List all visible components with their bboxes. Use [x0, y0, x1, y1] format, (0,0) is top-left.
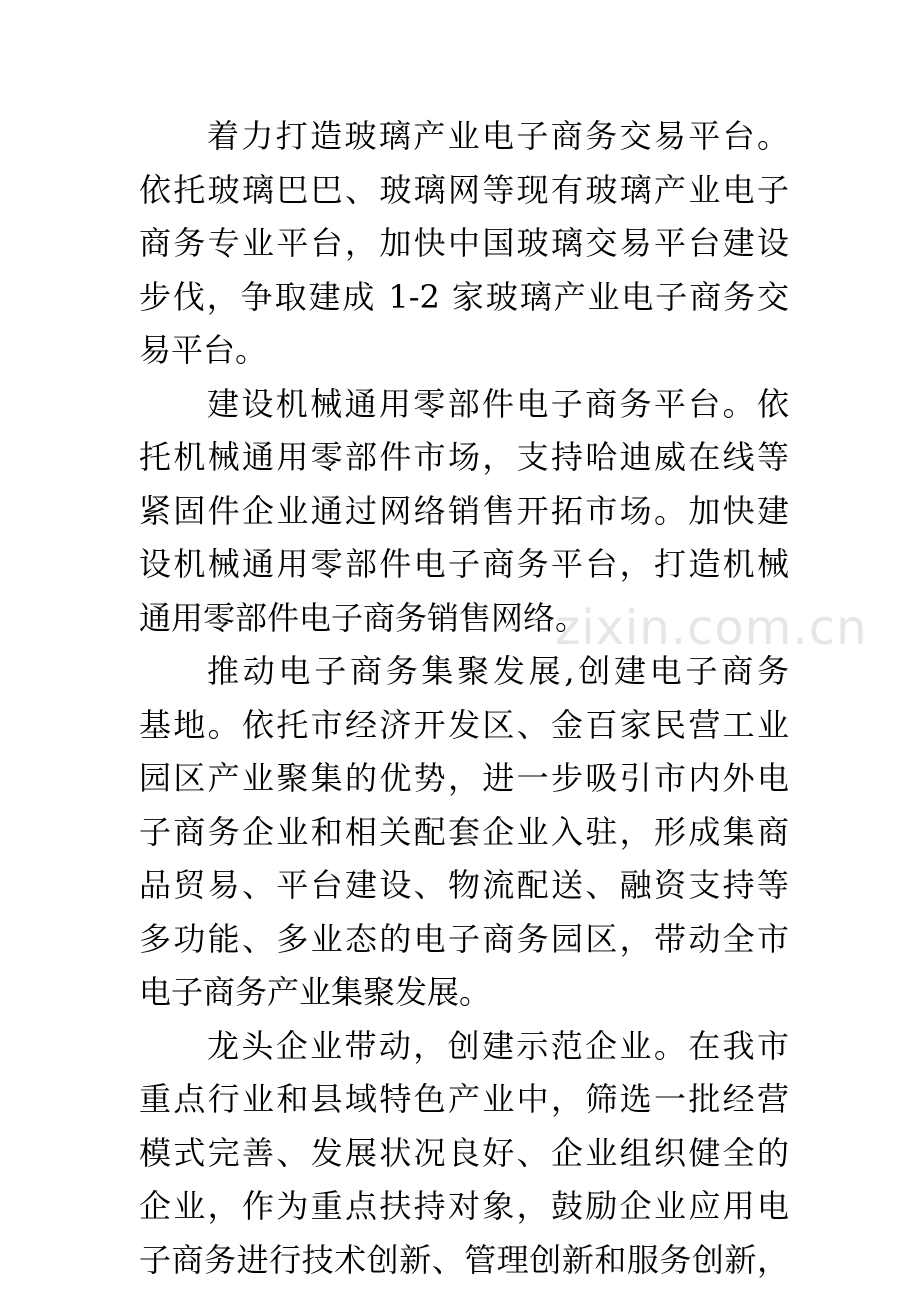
text-line: 设机械通用零部件电子商务平台，打造机械	[139, 545, 789, 583]
text-line: 子商务进行技术创新、管理创新和服务创新，	[139, 1240, 789, 1279]
text-line: 基地。依托市经济开发区、金百家民营工业	[139, 705, 789, 744]
text-line: 依托玻璃巴巴、玻璃网等现有玻璃产业电子	[139, 170, 789, 209]
paragraph-glass-platform	[139, 110, 789, 378]
text-line: 推动电子商务集聚发展,创建电子商务	[207, 652, 789, 690]
paragraph-leading-enterprises	[139, 1020, 789, 1288]
text-line: 建设机械通用零部件电子商务平台。依	[207, 384, 789, 423]
paragraph-machinery-platform	[139, 378, 789, 646]
text-line: 企业，作为重点扶持对象，鼓励企业应用电	[139, 1187, 789, 1225]
document-body	[139, 110, 789, 1287]
text-line: 龙头企业带动，创建示范企业。在我市	[207, 1026, 789, 1065]
text-line: 电子商务产业集聚发展。	[139, 973, 492, 1011]
text-line: 托机械通用零部件市场，支持哈迪威在线等	[139, 438, 789, 476]
text-line: 通用零部件电子商务销售网络。	[139, 598, 588, 637]
text-line: 模式完善、发展状况良好、企业组织健全的	[139, 1133, 789, 1172]
text-line: 着力打造玻璃产业电子商务交易平台。	[207, 117, 789, 155]
text-line: 商务专业平台，加快中国玻璃交易平台建设	[139, 224, 789, 262]
text-line: 重点行业和县域特色产业中，筛选一批经营	[139, 1080, 789, 1118]
text-line: 紧固件企业通过网络销售开拓市场。加快建	[139, 491, 789, 530]
text-line: 园区产业聚集的优势，进一步吸引市内外电	[139, 759, 789, 797]
paragraph-ecommerce-base	[139, 645, 789, 1020]
text-line: 多功能、多业态的电子商务园区，带动全市	[139, 919, 789, 958]
text-line: 步伐，争取建成 1-2 家玻璃产业电子商务交	[139, 277, 789, 316]
text-line: 易平台。	[139, 331, 268, 369]
text-line: 子商务企业和相关配套企业入驻，形成集商	[139, 812, 789, 851]
watermark: zixin.com.cn	[555, 600, 868, 656]
text-line: 品贸易、平台建设、物流配送、融资支持等	[139, 866, 789, 904]
